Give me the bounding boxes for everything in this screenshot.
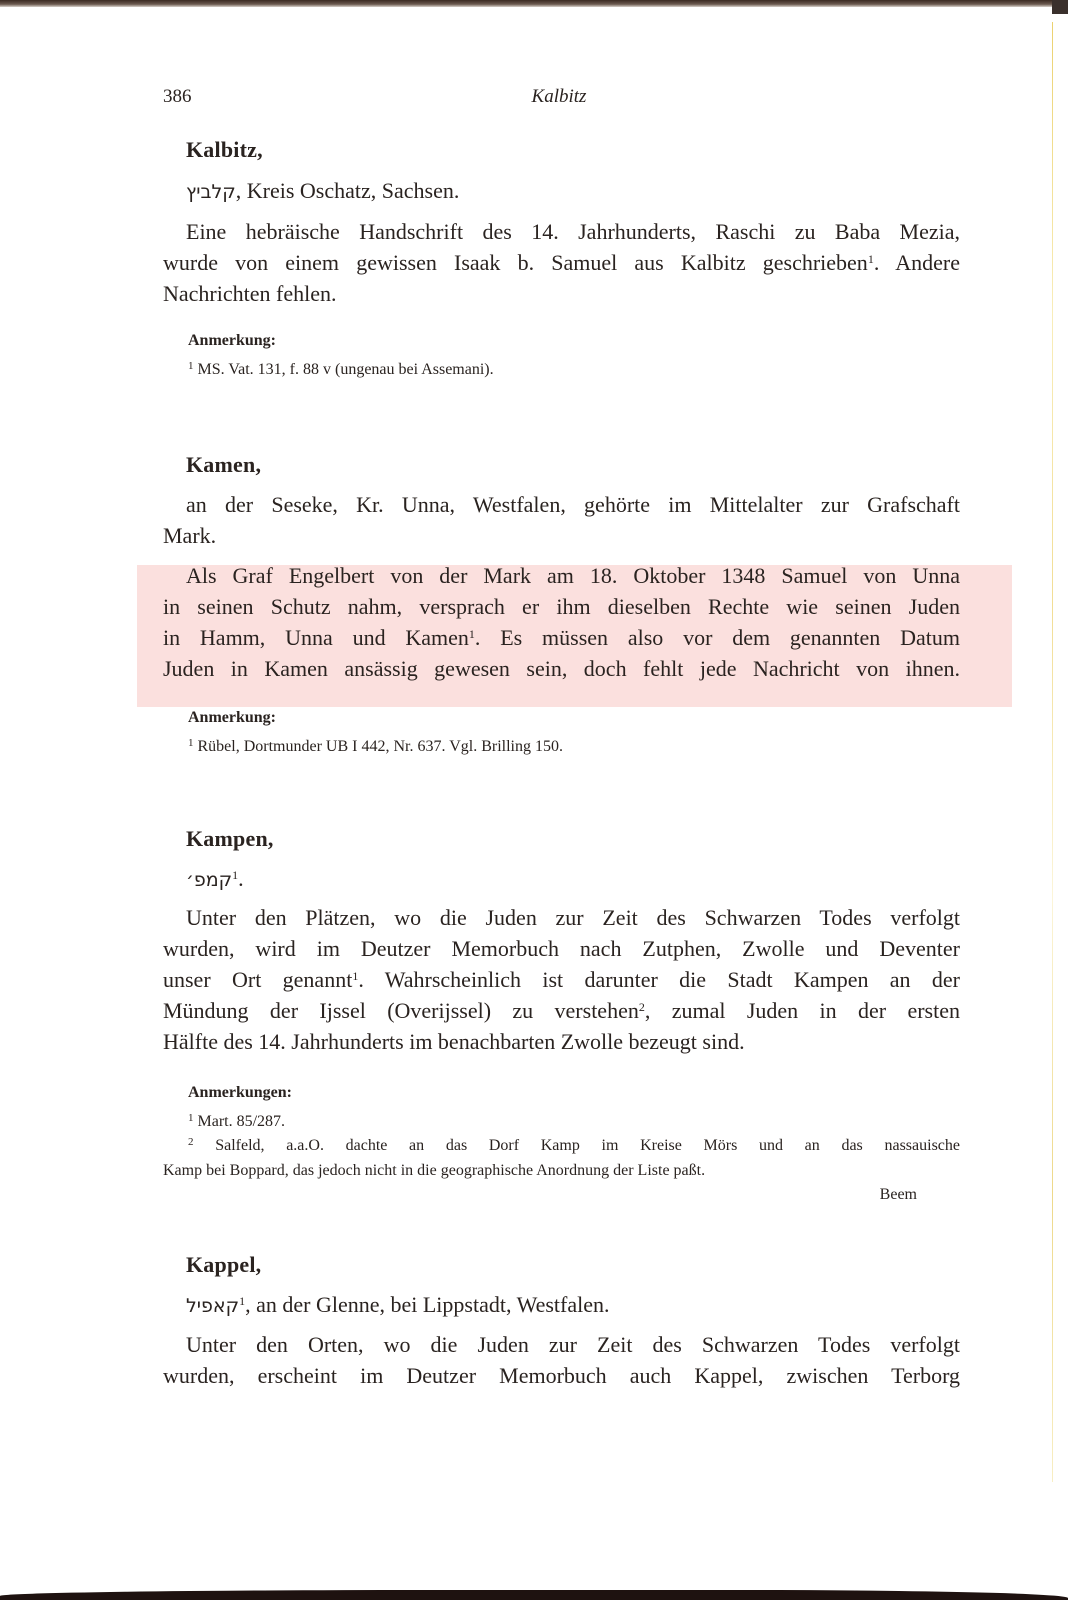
footnote: $^2$ Salfeld, a.a.O. dachte an das Dorf Kamp im Kreise Mörs und an das nassauische (188, 1136, 960, 1154)
entry-location: קלביץ, Kreis Oschatz, Sachsen. (186, 178, 460, 203)
body-line: Hälfte des 14. Jahrhunderts im benachbarten Zwolle bezeugt sind. (163, 1029, 745, 1054)
hebrew-name: קאפיל (186, 1295, 240, 1317)
author-signature: Beem (879, 1186, 917, 1203)
entry-heading: Kamen, (186, 452, 262, 477)
footnote-mark: 2 (638, 1000, 645, 1014)
entry-heading: Kampen, (186, 826, 274, 851)
body-line: Eine hebräische Handschrift des 14. Jahrhunderts, Raschi zu Baba Mezia, (186, 219, 960, 244)
entry-location: קמפ׳$^1$. (186, 866, 244, 891)
highlighted-line: in seinen Schutz nahm, versprach er ihm dieselben Rechte wie seinen Juden (163, 594, 960, 619)
hebrew-name: קלביץ (186, 181, 236, 203)
footnote-continued: Kamp bei Boppard, das jedoch nicht in die geographische Anordnung der Liste paßt. (163, 1162, 706, 1179)
footnote-mark: 1 (867, 252, 874, 266)
footnote-mark: 1 (352, 969, 359, 983)
body-line: wurden, erscheint im Deutzer Memorbuch auch Kappel, zwischen Terborg (163, 1363, 960, 1388)
book-top-edge (0, 0, 1068, 7)
footnote: $^1$ Rübel, Dortmunder UB I 442, Nr. 637. Vgl. Brilling 150. (188, 737, 563, 755)
highlighted-line: Juden in Kamen ansässig gewesen sein, doch fehlt jede Nachricht von ihnen. (163, 656, 960, 681)
footnote: $^1$ Mart. 85/287. (188, 1112, 286, 1130)
page-number: 386 (163, 86, 192, 107)
body-line: unser Ort genannt$^1$. Wahrscheinlich ist darunter die Stadt Kampen an der (163, 967, 960, 992)
hebrew-name: קמפ׳ (186, 869, 233, 891)
entry-heading: Kappel, (186, 1252, 262, 1277)
notes-heading: Anmerkungen: (188, 1084, 293, 1101)
page-gutter-line (1052, 22, 1053, 1482)
entry-heading: Kalbitz, (186, 137, 263, 162)
book-bottom-edge (0, 1590, 1068, 1600)
body-line: Unter den Orten, wo die Juden zur Zeit des Schwarzen Todes verfolgt (186, 1332, 960, 1357)
body-line: Unter den Plätzen, wo die Juden zur Zeit des Schwarzen Todes verfolgt (186, 905, 960, 930)
running-head: Kalbitz (531, 86, 587, 107)
book-corner-shadow (1052, 0, 1068, 14)
body-line: Nachrichten fehlen. (163, 281, 337, 306)
notes-heading: Anmerkung: (188, 709, 277, 726)
highlighted-line: Als Graf Engelbert von der Mark am 18. Oktober 1348 Samuel von Unna (186, 563, 960, 588)
body-line: wurde von einem gewissen Isaak b. Samuel aus Kalbitz geschrieben$^1$. Andere (163, 250, 960, 275)
body-line: an der Seseke, Kr. Unna, Westfalen, gehörte im Mittelalter zur Grafschaft (186, 492, 960, 517)
highlighted-line: in Hamm, Unna und Kamen$^1$. Es müssen also vor dem genannten Datum (163, 625, 960, 650)
footnote: $^1$ MS. Vat. 131, f. 88 v (ungenau bei Assemani). (188, 360, 494, 378)
body-line: Mündung der Ijssel (Overijssel) zu verstehen$^2$, zumal Juden in der ersten (163, 998, 960, 1023)
footnote-mark: 1 (468, 627, 475, 641)
body-line: Mark. (163, 523, 217, 548)
entry-location: קאפיל$^1$, an der Glenne, bei Lippstadt, Westfalen. (186, 1292, 610, 1317)
body-line: wurden, wird im Deutzer Memorbuch nach Zutphen, Zwolle und Deventer (163, 936, 960, 961)
notes-heading: Anmerkung: (188, 332, 277, 349)
